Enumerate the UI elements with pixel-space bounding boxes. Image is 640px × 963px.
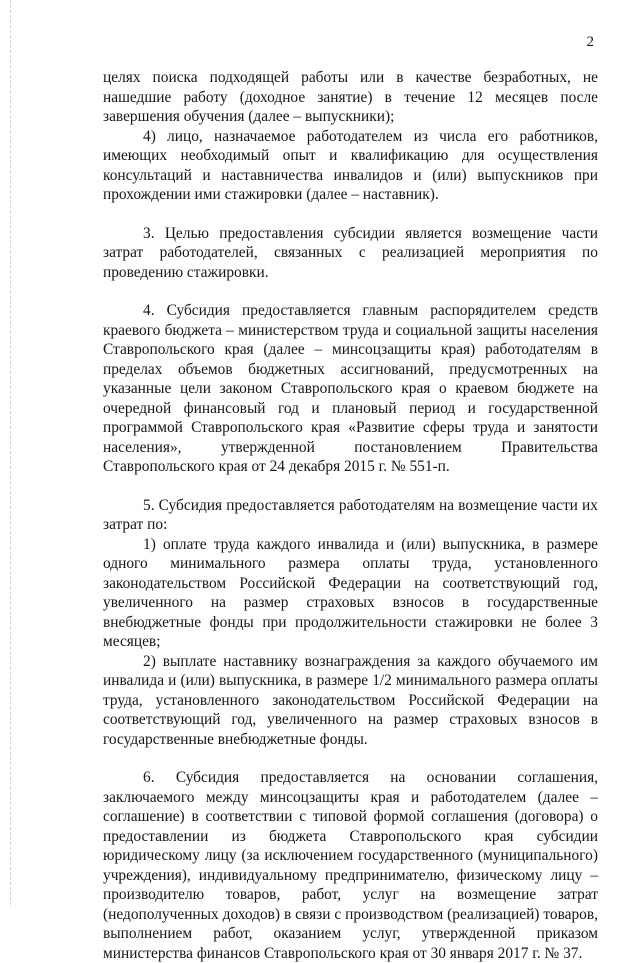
paragraph-5-item-2: 2) выплате наставнику вознаграждения за каждого обучаемого им инвалида и (или) выпускника, в размере 1/2 минимального размера оплаты труда, установленного законодательством Российской Федерации на соответствующий год, увеличенного на размер страховых взносов в государственные внебюджетные фонды.: [103, 652, 598, 748]
paragraph-5: 5. Субсидия предоставляется работодателям на возмещение части их затрат по:: [103, 496, 598, 533]
page-number: 2: [586, 34, 594, 50]
paragraph-continuation: целях поиска подходящей работы или в качестве безработных, не нашедшие работу (доходное занятие) в течение 12 месяцев после завершения обучения (далее – выпускники);: [103, 69, 598, 125]
paragraph-item-4: 4) лицо, назначаемое работодателем из числа его работников, имеющих необходимый опыт и квалификацию для осуществления консультаций и наставничества инвалидов и (или) выпускников при прохождении ими стажировки (далее – наставник).: [103, 127, 598, 203]
paragraph-5-item-1: 1) оплате труда каждого инвалида и (или) выпускника, в размере одного минимального размера оплаты труда, установленного законодательством Российской Федерации на соответствующий год, увеличенного на размер страховых взносов в государственные внебюджетные фонды при продолжительности стажировки не более 3 месяцев;: [103, 535, 598, 650]
paragraph-3: 3. Целью предоставления субсидии является возмещение части затрат работодателей, связанных с реализацией мероприятия по проведению стажировки.: [103, 224, 598, 281]
binding-margin-line: [10, 0, 12, 905]
document-body: [103, 68, 598, 963]
paragraph-4: 4. Субсидия предоставляется главным распорядителем средств краевого бюджета – министерством труда и социальной защиты населения Ставропольского края (далее – минсоцзащиты края) работодателям в пределах объемов бюджетных ассигнований, предусмотренных на указанные цели законом Ставропольского края о краевом бюджете на очередной финансовый год и плановый период и государственной программой Ставропольского края «Развитие сферы труда и занятости населения», утвержденной постановлением Правительства Ставропольского края от 24 декабря 2015 г. № 551-п.: [103, 302, 598, 475]
paragraph-6: 6. Субсидия предоставляется на основании соглашения, заключаемого между минсоцзащиты края и работодателем (далее – соглашение) в соответствии с типовой формой соглашения (договора) о предоставлении из бюджета Ставропольского края субсидии юридическому лицу (за исключением государственного (муниципального) учреждения), индивидуальному предпринимателю, физическому лицу – производителю товаров, работ, услуг на возмещение затрат (недополученных доходов) в связи с производством (реализацией) товаров, выполнением работ, оказанием услуг, утвержденной приказом министерства финансов Ставропольского края от 30 января 2017 г. № 37.: [103, 769, 598, 962]
